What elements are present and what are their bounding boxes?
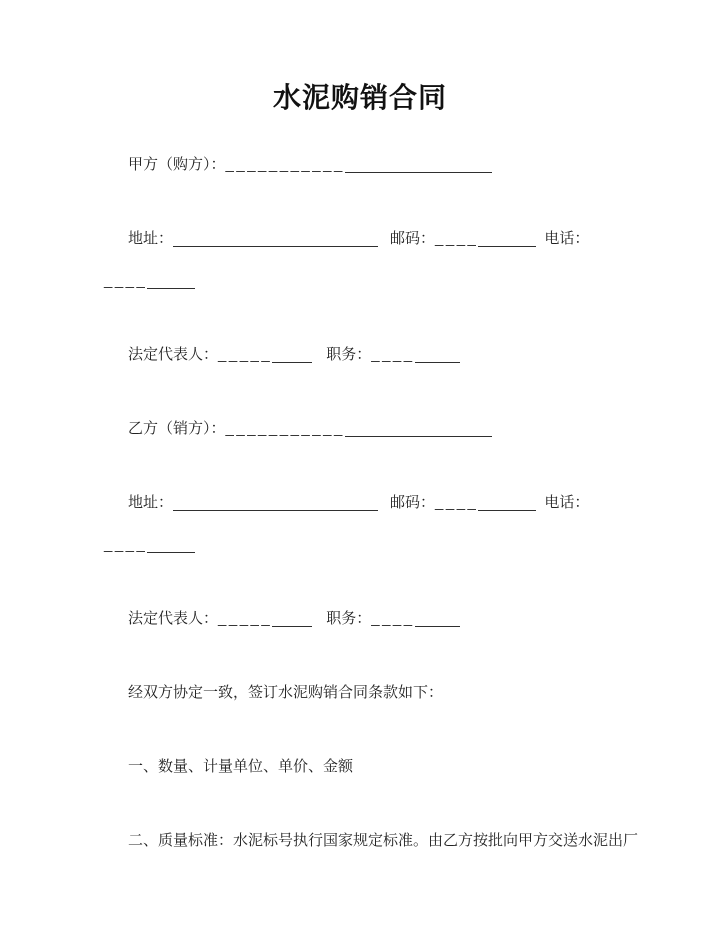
rep-a-blank-dashes: _____ [218, 346, 273, 363]
duty-a-blank-line [415, 361, 460, 363]
phone-a-blank-line [147, 287, 195, 289]
postcode-a-blank-line [478, 245, 536, 247]
postcode-a-label: 邮码： [390, 230, 436, 247]
duty-a-blank-dashes: ____ [371, 346, 415, 363]
postcode-a-blank-dashes: ____ [435, 230, 479, 247]
phone-b-label: 电话： [544, 494, 590, 511]
phone-b-blank-dashes: ____ [104, 536, 148, 553]
duty-b-label: 职务： [326, 610, 372, 627]
clause-1: 一、数量、计量单位、单价、金额 [128, 758, 354, 775]
rep-a-blank-line [272, 361, 312, 363]
party-a-blank-dashes: ___________ [225, 156, 345, 173]
rep-b-blank-line [272, 625, 312, 627]
address-b-line [104, 482, 616, 524]
party-a-line [104, 144, 616, 186]
rep-b-line [104, 598, 616, 640]
phone-a-blank-wrap-line [104, 260, 616, 302]
party-a-blank-line [345, 171, 492, 173]
party-b-line [104, 408, 616, 450]
postcode-b-blank-dashes: ____ [435, 494, 479, 511]
document-title: 水泥购销合同 [272, 82, 447, 113]
duty-a-label: 职务： [326, 346, 372, 363]
rep-b-label: 法定代表人： [128, 610, 219, 627]
address-b-blank-line [173, 509, 378, 511]
party-b-label: 乙方（销方）： [128, 420, 226, 437]
phone-b-blank-wrap-line [104, 524, 616, 566]
duty-b-blank-line [415, 625, 460, 627]
rep-a-label: 法定代表人： [128, 346, 219, 363]
phone-b-blank-line [147, 551, 195, 553]
rep-b-blank-dashes: _____ [218, 610, 273, 627]
address-a-paragraph [104, 218, 616, 302]
address-b-paragraph [104, 482, 616, 566]
address-a-label: 地址： [128, 230, 174, 247]
address-a-line [104, 218, 616, 260]
party-a-label: 甲方（购方）： [128, 156, 226, 173]
address-b-label: 地址： [128, 494, 174, 511]
party-b-blank-line [345, 435, 492, 437]
party-b-blank-dashes: ___________ [225, 420, 345, 437]
phone-a-blank-dashes: ____ [104, 272, 148, 289]
intro-paragraph: 经双方协定一致，签订水泥购销合同条款如下： [128, 684, 444, 701]
clause-2: 二、质量标准：水泥标号执行国家规定标准。由乙方按批向甲方交送水泥出厂 [128, 832, 639, 849]
postcode-b-label: 邮码： [390, 494, 436, 511]
address-a-blank-line [173, 245, 378, 247]
postcode-b-blank-line [478, 509, 536, 511]
duty-b-blank-dashes: ____ [371, 610, 415, 627]
rep-a-line [104, 334, 616, 376]
phone-a-label: 电话： [544, 230, 590, 247]
